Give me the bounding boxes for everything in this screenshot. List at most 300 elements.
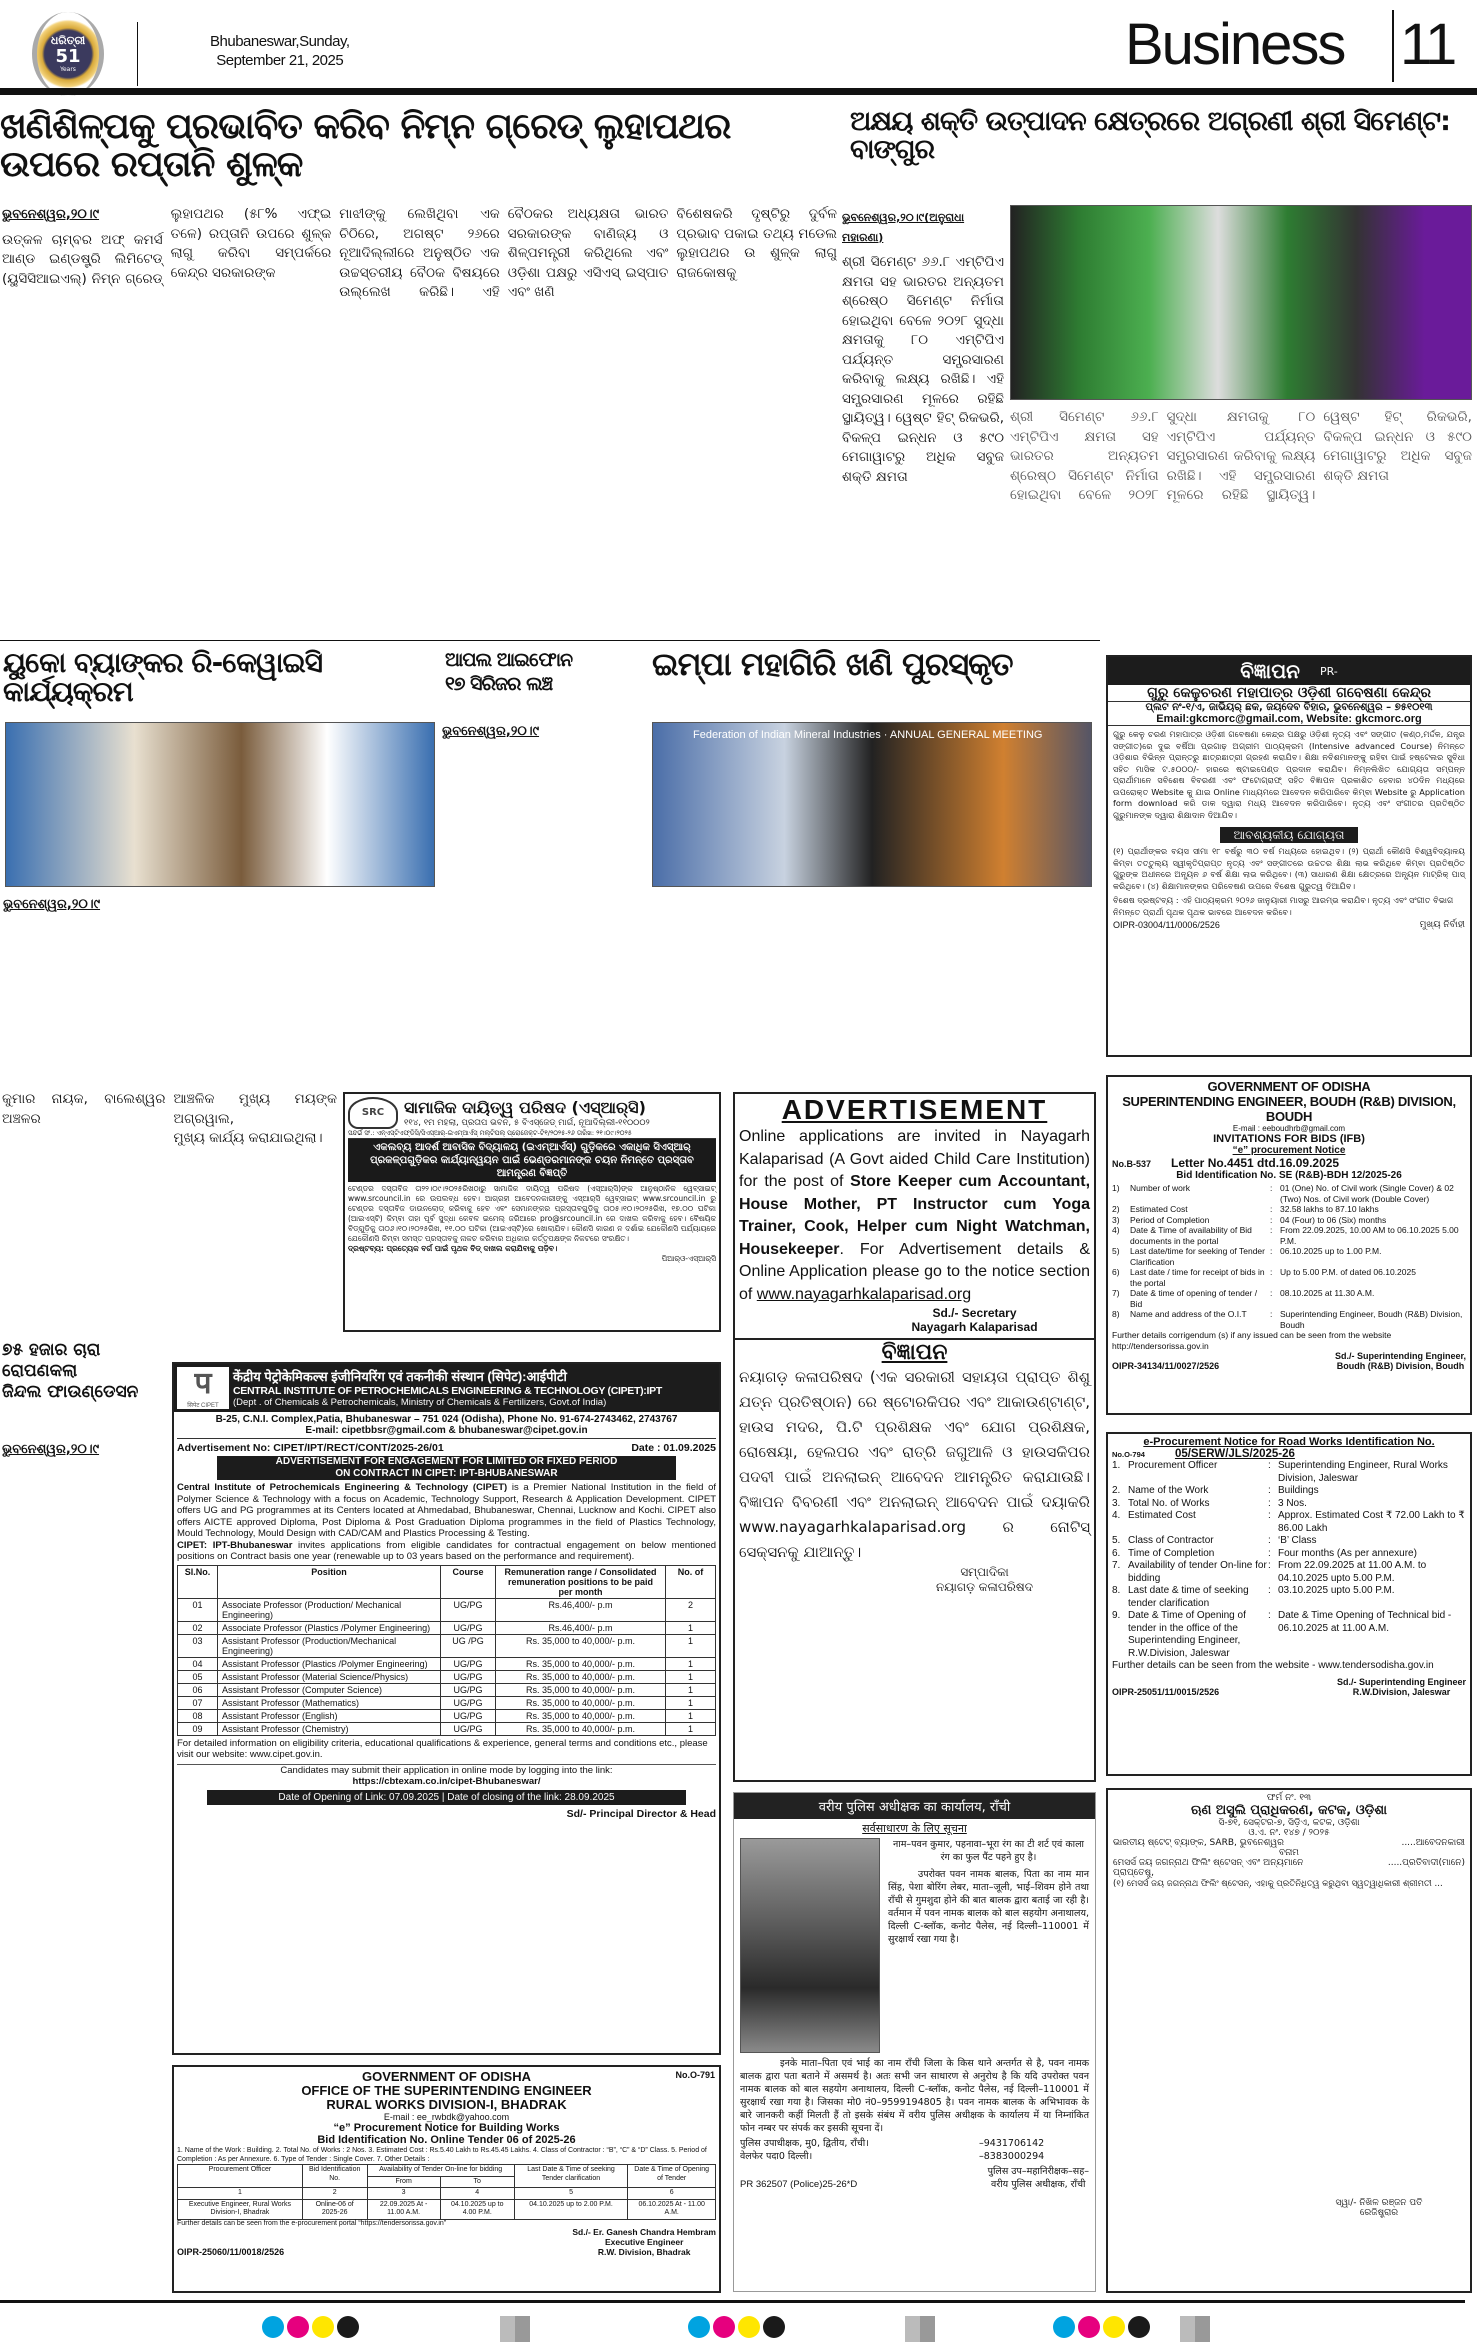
qualification-title: ଆବଶ୍ୟକୀୟ ଯୋଗ୍ୟତା: [1220, 827, 1359, 843]
item-field: :: [1270, 1309, 1273, 1319]
sign: Boudh (R&B) Division, Boudh: [1336, 1361, 1465, 1371]
sign: ରେଜିଷ୍ଟ୍ରାର: [1359, 2208, 1399, 2218]
cell: UG/PG: [441, 1657, 496, 1670]
cell: 09: [178, 1722, 218, 1735]
further: Further details corrigendum (s) if any issued can be seen from the website http://tendersorissa.gov.in: [1112, 1330, 1392, 1351]
registration-marks-2: [688, 2316, 788, 2342]
item-field: Estimated Cost: [1128, 1510, 1196, 1521]
story2-photo: [1010, 205, 1472, 400]
item-field: Last date & time of seeking tender clarification: [1128, 1585, 1249, 1609]
notice: “e” procurement Notice: [1232, 1145, 1346, 1156]
cell: Assistant Professor (Mathematics): [218, 1696, 441, 1709]
further: Further details can be seen from the e-procurement portal “https://tendersorissa.gov.in”: [177, 2219, 447, 2227]
cell: 2: [302, 2188, 367, 2200]
ad-banner: ବିଜ୍ଞାପନ: [1240, 659, 1300, 683]
item-field: :: [1270, 1246, 1273, 1256]
dateline: [210, 32, 350, 70]
story1-headline: ଖଣିଶିଳ୍ପକୁ ପ୍ରଭାବିତ କରିବ ନିମ୍ନ ଗ୍ରେଡ୍ ଲୁହାପଥର ଉପରେ ରପ୍ତାନି ଶୁଳ୍କ: [0, 106, 731, 185]
cipet-details: For detailed information on eligibility criteria, educational qualifications & experience, general terms and conditions etc., please visit our website: www.cipet.gov.in.: [177, 1737, 708, 1760]
item-field: Up to 5.00 P.M. of dated 06.10.2025: [1280, 1267, 1416, 1277]
cell: 06: [178, 1683, 218, 1696]
logo-text: ଧରିତ୍ରୀ: [50, 34, 86, 47]
cell: 4: [440, 2188, 514, 2200]
ad-subtitle: सर्वसाधारण के लिए सूचना: [862, 1822, 967, 1835]
cell: 5: [514, 2188, 628, 2200]
cell: Rs.46,400/- p.m: [496, 1598, 666, 1621]
cipet-email: E-mail: cipetbbsr@gmail.com & bhubaneswar@cipet.gov.in: [305, 1425, 588, 1436]
item-field: Date & Time Opening of Technical bid - 06.10.2025 at 11.00 A.M.: [1278, 1610, 1452, 1634]
cell: 04.10.2025 up to 2.00 P.M.: [514, 2199, 628, 2219]
cell: To: [440, 2176, 514, 2188]
headline-line: ୭୫ ହଜାର ଚାରା ରୋପଣକଲା: [2, 1340, 101, 1381]
headline-line: ୧୭ ସିରିଜର ଲଞ୍ଚ: [445, 673, 553, 695]
ifb: INVITATIONS FOR BIDS (IFB): [1213, 1133, 1365, 1145]
story4-body: [442, 722, 642, 887]
cell: Executive Engineer, Rural Works Division-I, Bhadrak: [178, 2199, 303, 2219]
ad-text: . For Advertisement details & Online Application please go to the notice section of: [739, 1240, 1090, 1303]
paragraph: ମାଝୀଙ୍କୁ ଲେଖିଥିବା ଏକ ଚିଠିରେ, ଅଗଷ୍ଟ ୨୬ରେ ନୂଆଦିଲ୍ଲୀରେ ଅନୁଷ୍ଠିତ ଏକ ଉଚ୍ଚସ୍ତରୀୟ ବୈଠକ ବିଷୟରେ ଉଲ୍ଲେଖ କରିଛି। ଏହି ବୈଠକର ଅଧ୍ୟକ୍ଷତା ଭାରତ ସରକାରଙ୍କ ବାଣିଜ୍ୟ ଓ ଶିଳ୍ପମନ୍ତ୍ରୀ କରିଥିଲେ ଏବଂ ଓଡ଼ିଶା ପକ୍ଷରୁ ଏସିଏସ୍ ଇସ୍ପାତ ଏବଂ ଖଣି: [339, 206, 669, 300]
item-field: Procurement Officer: [1128, 1460, 1218, 1471]
ad-title: ଗୁରୁ କେଳୁଚରଣ ମହାପାତ୍ର ଓଡ଼ିଶୀ ଗବେଷଣା କେନ୍ଦ୍ର: [1108, 685, 1470, 702]
contact-name: वेलफेर पदा0 दिल्ली।: [740, 2151, 813, 2162]
item-field: Class of Contractor: [1128, 1535, 1214, 1546]
cell: 03: [178, 1634, 218, 1657]
item-field: 01 (One) No. of Civil work (Single Cover) & 02 (Two) Nos. of Civil work (Double Cover): [1280, 1183, 1454, 1204]
item-field: :: [1270, 1183, 1273, 1193]
story1-dateline: ଭୁବନେଶ୍ୱର,୨୦।୯: [2, 207, 100, 222]
src-body: ଟେଣ୍ଡର ଦସ୍ତାବିଜ ତା୨୨।୦୯।୨୦୨୫ରିଖଠାରୁ ସାମାଜିକ ଦାୟିତ୍ୱ ପରିଷଦ (ଏସ୍ଆର୍‌ସି)ଙ୍କ ଆନୁଷ୍ଠାନିକ ୱେବ୍‌ସାଇଟ୍ www.srcouncil.in ରେ ଉପଲବ୍ଧ ହେବ। ଆଗ୍ରହୀ ଆବେଦନକାରୀଙ୍କୁ ଏସ୍ଆର୍‌ସି ୱେବ୍‌ସାଇଟ୍ www.srcouncil.in ରୁ ଟେଣ୍ଡର ଦସ୍ତାବିଜ ଡାଉନଲୋଡ୍ କରିବାକୁ ହେବ ଏବଂ ସେମାନଙ୍କର ପ୍ରସ୍ତାବଗୁଡ଼ିକୁ ତା୦୫।୧୦।୨୦୨୫ରିଖ, ୧୭.୦୦ ଘଟିକା (ଆଇଏସ୍‌ଟି) କିମ୍ବା ତାହା ପୂର୍ବ ସୁଦ୍ଧା କେବଳ ଇମେଲ୍ ଜରିଆରେ pro@srcouncil.in ରେ ଦାଖଲ କରିବାକୁ ହେବ। ବୈଷୟିକ ବିଡ୍‌ଗୁଡ଼ିକୁ ତା୦୬।୧୦।୨୦୨୫ରିଖ, ୧୧.୦୦ ଘଟିକା (ଆଇଏସ୍‌ଟି)ରେ ଖୋଲାଯିବ। କୌଣସି କାରଣ ନ ଦର୍ଶାଇ ଯେକୌଣସି ପର୍ଯ୍ୟାୟରେ ଯେକୌଣସି କିମ୍ବା ସମସ୍ତ ପ୍ରସ୍ତାବକୁ ନାକଚ କରିବାର ଅଧିକାର କର୍ତ୍ତୃପକ୍ଷଙ୍କ ନିକଟରେ ସଂରକ୍ଷିତ।: [348, 1184, 716, 1243]
cell: 1: [666, 1657, 716, 1670]
cipet-title: CENTRAL INSTITUTE OF PETROCHEMICALS ENGINEERING & TECHNOLOGY (CIPET):IPT: [233, 1385, 662, 1397]
cell: Rs. 35,000 to 40,000/- p.m.: [496, 1670, 666, 1683]
notice-title: “e” Procurement Notice for Building Works: [333, 2122, 560, 2134]
cell: Rs. 35,000 to 40,000/- p.m.: [496, 1696, 666, 1709]
sign: Sd./- Secretary: [932, 1306, 1017, 1320]
story6-lead: [2, 1090, 337, 1330]
item-field: Availability of tender On-line for bidding: [1128, 1560, 1267, 1584]
item-field: Superintending Engineer, Boudh (R&B) Division, Boudh: [1280, 1309, 1463, 1330]
item-field: Approx. Estimated Cost ₹ 72.00 Lakh to ₹ 86.00 Lakh: [1278, 1510, 1465, 1534]
item-field: :: [1270, 1204, 1273, 1214]
section-title: Business: [1125, 12, 1345, 77]
gray-mark: [500, 2316, 530, 2342]
item-field: Date & time of opening of tender / Bid: [1130, 1288, 1258, 1309]
bid-id: Bid Identification No. SE (R&B)-BDH 12/2025-26: [1176, 1170, 1402, 1181]
intro-bold: Central Institute of Petrochemicals Engineering & Technology (CIPET): [177, 1482, 508, 1493]
cell: Online-06 of 2025-26: [302, 2199, 367, 2219]
item-field: 2): [1112, 1204, 1120, 1214]
story3-photo: [5, 722, 435, 887]
oipr: OIPR-25051/11/0015/2526: [1112, 1686, 1220, 1697]
cell: 04: [178, 1657, 218, 1670]
item-field: From 22.09.2025 at 11.00 A.M. to 04.10.2025 upto 5.00 P.M.: [1278, 1560, 1427, 1584]
qualifications: (୧) ପ୍ରାର୍ଥୀଙ୍କର ବୟସ ସୀମା ୧୮ ବର୍ଷରୁ ୩୦ ବର୍ଷ ମଧ୍ୟରେ ହୋଇଥିବ। (୨) ପ୍ରାର୍ଥୀ କୌଣସି ବିଶ୍ୱବିଦ୍ୟାଳୟ କିମ୍ବା ତତ୍ତୁଲ୍ୟ ସ୍ୱୀକୃତିପ୍ରାପ୍ତ ନୃତ୍ୟ ଏବଂ ସଙ୍ଗୀତରେ ଉଚ୍ଚତର ଶିକ୍ଷା ଲାଭ କରିଥିବେ କିମ୍ବା ପ୍ରତିଷ୍ଠିତ ଗୁରୁଙ୍କ ଅଧୀନରେ ଅନ୍ୟୂନ ୬ ବର୍ଷ ଶିକ୍ଷା ଲାଭ କରିଥିବେ। (୩) ସାଧାରଣ ଶିକ୍ଷା କ୍ଷେତ୍ରରେ ଅନ୍ୟୂନ ମାଟ୍ରିକ୍ ପାସ୍ କରିଥିବେ। (୪) ଶିକ୍ଷାମାନଙ୍କର ପରିବେଷଣ ଉପରେ ବିଶେଷ ଗୁରୁତ୍ୱ ଦିଆଯିବ।: [1113, 846, 1465, 891]
cell: 06.10.2025 At - 11.00 A.M.: [628, 2199, 716, 2219]
apply-link[interactable]: https://cbtexam.co.in/cipet-Bhubaneswar/: [352, 1775, 541, 1787]
paragraph: ଆଞ୍ଚଳିକ ମୁଖ୍ୟ ମୟଙ୍କ ଅଗ୍ରୱାଲ,: [173, 1091, 337, 1127]
cell: 1: [666, 1709, 716, 1722]
item-field: :: [1268, 1497, 1271, 1509]
cell: UG/PG: [441, 1696, 496, 1709]
cell: Assistant Professor (Chemistry): [218, 1722, 441, 1735]
item-field: 4.: [1112, 1510, 1121, 1521]
cell: 1: [178, 2188, 303, 2200]
item-field: 6): [1112, 1267, 1120, 1277]
cell: UG /PG: [441, 1634, 496, 1657]
item-field: 06.10.2025 up to 1.00 P.M.: [1280, 1246, 1382, 1256]
item-field: 03.10.2025 upto 5.00 P.M.: [1278, 1585, 1395, 1596]
registration-marks-3: [1053, 2316, 1153, 2342]
item-field: 5): [1112, 1246, 1120, 1256]
masthead-logo: [32, 12, 104, 96]
cell: Date & Time of Opening of Tender: [628, 2165, 716, 2188]
pr-label: PR-: [1319, 664, 1338, 678]
cell: 1: [666, 1683, 716, 1696]
item-field: Estimated Cost: [1130, 1204, 1188, 1214]
boudh-tender-ad: [1106, 1075, 1472, 1415]
position-row: [178, 1722, 716, 1735]
item-field: Date & Time of availability of Bid documents in the portal: [1130, 1225, 1252, 1246]
banner-line: ADVERTISEMENT FOR ENGAGEMENT FOR LIMITED OR FIXED PERIOD: [275, 1456, 618, 1467]
story6-body: [2, 1440, 167, 2330]
paragraph: उपरोक्त पवन नामक बालक, पिता का नाम मान सिंह, पेशा बोरिंग लेबर, माता–जूली, भाई–शिवम होने तथा राँची से गुमशुदा होने की बात बालक द्वारा बताई जा रही है। वर्तमान में पवन नामक बालक को बाल सहयोग अनाथालय, दिल्ली C-ब्लॉक, कनोट पैलेस, नई दिल्ली–110001 में सुरक्षार्थ रखा गया है।: [888, 1869, 1089, 1945]
item-field: 3): [1112, 1214, 1120, 1225]
cell: 1: [666, 1634, 716, 1657]
item-field: 5.: [1112, 1535, 1121, 1546]
sign: Executive Engineer: [604, 2236, 684, 2247]
ranchi-police-ad: [733, 1792, 1096, 2292]
headline-line: ଜିନ୍ଦଲ ଫାଉଣ୍ଡେସନ: [2, 1382, 139, 1402]
cell: Availability of Tender On-line for bidding: [367, 2165, 514, 2177]
cell: Last Date & Time of seeking Tender clarification: [514, 2165, 628, 2188]
oa-no: ଓ.ଏ. ନଂ. ୧୪୭ / ୨୦୨୫: [1248, 1828, 1330, 1838]
src-address: ୧୧୪, ୧ମ ମହଲା, ପ୍ରତାପ ଭବନ, ୫ ବିଏସ୍‌ଜେଡ୍ ମାର୍ଗ, ନୂଆଦିଲ୍ଲୀ-୧୧୦୦୦୨: [404, 1118, 650, 1128]
logo-caption: सिपेट CIPET: [187, 1403, 219, 1409]
column-header: Sl.No.: [178, 1565, 218, 1598]
cell: 1: [666, 1696, 716, 1709]
place-day: Bhubaneswar,Sunday,: [210, 33, 350, 50]
contact-number: –8383000294: [979, 2151, 1045, 2162]
cell: UG/PG: [441, 1598, 496, 1621]
item-field: From 22.09.2025, 10.00 AM to 06.10.2025 5.00 P.M.: [1280, 1225, 1459, 1246]
sign: Sd./- Superintending Engineer: [1336, 1676, 1466, 1687]
story2-dateline: ଭୁବନେଶ୍ୱର,୨୦।୯(ଅନୁରାଧା ମହାରଣା): [842, 211, 965, 244]
tender-table: [177, 2164, 716, 2220]
item-field: 3.: [1112, 1497, 1121, 1509]
item-field: 7.: [1112, 1560, 1121, 1571]
bhadrak-tender-ad: [172, 2065, 721, 2293]
tribunal-title: ଋଣ ଅସୁଲି ପ୍ରାଧିକରଣ, କଟକ, ଓଡ଼ିଶା: [1191, 1803, 1387, 1818]
cell: 1: [666, 1670, 716, 1683]
cell: 1: [666, 1722, 716, 1735]
further: Further details can be seen from the website - www.tendersodisha.gov.in: [1112, 1660, 1434, 1671]
story2-body: [842, 208, 1004, 640]
position-row: [178, 1696, 716, 1709]
letter-no: Letter No.4451 dtd.16.09.2025: [1171, 1156, 1340, 1170]
item-field: 8): [1112, 1309, 1120, 1319]
src-sign: ପିଆର୍‌ଓ-ଏସ୍ଆର୍‌ସି: [661, 1254, 716, 1263]
adv-no: Advertisement No: CIPET/IPT/RECT/CONT/2025-26/01: [177, 1442, 444, 1454]
respondent: ମେସର୍ସ ଜୟ ଜଗନ୍ନାଥ ଫିଲିଂ ଷ୍ଟେସନ୍ ଏବଂ ଅନ୍ୟମାନେ: [1113, 1858, 1304, 1868]
opening-date: Date of Opening of Link: 07.09.2025: [278, 1791, 440, 1803]
cell: Bid Identification No.: [302, 2165, 367, 2188]
email: E-mail : ee_rwbdk@yahoo.com: [383, 2112, 510, 2122]
item-field: :: [1270, 1214, 1273, 1225]
respondent-role: .....ପ୍ରତିବାଦୀ(ମାନେ): [1387, 1858, 1465, 1868]
ad-title: ADVERTISEMENT: [781, 1094, 1048, 1125]
summary: 1. Name of the Work : Building. 2. Total No. of Works : 2 Nos. 3. Estimated Cost : Rs.5.40 Lakh to Rs.45.45 Lakhs. 4. Class of Contractor : “B”, “C” & “D” Class. 5. Period of Completion : As per Annexure. 6. Type of Tender : Single Cover. 7. Other Details :: [177, 2147, 707, 2163]
issue-date: September 21, 2025: [216, 52, 344, 69]
cell: UG/PG: [441, 1683, 496, 1696]
cell: UG/PG: [441, 1621, 496, 1634]
invite: invites applications from eligible candidates for contractual engagement on below mentioned positions on Contract basis one year (renewable up to 03 years based on the performance and requirement).: [177, 1539, 716, 1562]
header-line: GOVERNMENT OF ODISHA: [361, 2069, 531, 2084]
item-field: Period of Completion: [1130, 1214, 1210, 1225]
cipet-logo: [177, 1367, 229, 1409]
notice-body: (୧) ମେସର୍ସ ଜୟ ଜଗନ୍ନାଥ ଫିଲିଂ ଷ୍ଟେସନ୍, ଏହାକୁ ପ୍ରତିନିଧିତ୍ୱ କରୁଥିବା ସ୍ୱତ୍ୱାଧିକାରୀ ଶ୍ରୀମତୀ ...: [1113, 1879, 1443, 1889]
cell: Assistant Professor (Material Science/Physics): [218, 1670, 441, 1683]
section-divider: [1392, 10, 1394, 82]
versus: ବନାମ: [1278, 1848, 1300, 1858]
story4-dateline: ଭୁବନେଶ୍ୱର,୨୦।୯: [442, 724, 540, 739]
cell: Rs. 35,000 to 40,000/- p.m.: [496, 1634, 666, 1657]
paragraph: ମୁଖ୍ୟ କାର୍ଯ୍ୟ କରାଯାଇଥିଲା।: [173, 1130, 323, 1146]
intro: is a Premier National Institution in the field of Polymer Science & Technology with a focus on Academic, Technology Support, Research & Application Development. CIPET offers UG and PG programmes at its Centers located at Ahmedabad, Bhubaneswar, Chennai, Lucknow and Kochi. CIPET also offers AICTE approved Diploma, Post Diploma & Post Graduation Diploma programmes in the field of Plastics Technology, Mould Technology, Mould Design with CAD/CAM and Plastics Processing & Testing.: [177, 1482, 716, 1539]
ad-address: ପ୍ଲଟ ନଂ-୧/ଏ, ଜାଭିୟର୍ ଛକ, ଜୟଦେବ ବିହାର, ଭୁବନେଶ୍ୱର – ୭୫୧୦୧୩: [1145, 702, 1433, 713]
logo-years: 51: [55, 46, 81, 67]
src-ref: ସନ୍ଦର୍ଭ ସଂ.: ଏନ୍ଏସ୍‌ଟିଏଫ୍‌ଡିସି/ସିଏସ୍ଆର୍-ଇଏମ୍ଆର୍ଏସ୍ ମଲ୍ଟିପଲ୍ ପ୍ରୋଜେକ୍ଟ-ଟି୧/୨୦୨୫-୨୬ ତାରିଖ: ୨୧।୦୯।୨୦୨୫: [348, 1129, 716, 1139]
notice-no: No.O-791: [675, 2070, 715, 2080]
header-line: RURAL WORKS DIVISION-I, BHADRAK: [326, 2097, 567, 2112]
cell: Assistant Professor (Plastics /Polymer Engineering): [218, 1657, 441, 1670]
position-row: [178, 1670, 716, 1683]
story3-dateline: ଭୁବନେଶ୍ୱର,୨୦।୯: [3, 897, 101, 912]
item-field: Last date/time for seeking of Tender Clarification: [1130, 1246, 1265, 1267]
sign: ସ୍ୱା/- ନିଖିଳ ରଞ୍ଜନ ପତି: [1335, 2198, 1423, 2208]
page-number: 11: [1400, 12, 1455, 77]
sign: R.W.Division, Jaleswar: [1352, 1686, 1451, 1697]
invite-bold: CIPET: IPT-Bhubaneswar: [177, 1539, 293, 1551]
position-row: [178, 1709, 716, 1722]
cell: Assistant Professor (Computer Science): [218, 1683, 441, 1696]
gray-mark-3: [1180, 2316, 1210, 2342]
odia-body: ନୟାଗଡ଼ କଳାପରିଷଦ (ଏକ ସରକାରୀ ସହାୟତା ପ୍ରାପ୍ତ ଶିଶୁ ଯତ୍ନ ପ୍ରତିଷ୍ଠାନ) ରେ ଷ୍ଟୋରକିପର ଏବଂ ଆକାଉଣ୍ଟାଣ୍ଟ, ହାଉସ ମଦର, ପି.ଟି ପ୍ରଶିକ୍ଷକ ଏବଂ ଯୋଗ ପ୍ରଶିକ୍ଷକ, ରୋଷେୟା, ହେଲପର ଏବଂ ରାତ୍ରି ଜଗୁଆଳି ଓ ହାଉସକିପର ପଦବୀ ପାଇଁ ଅନଲାଇନ୍ ଆବେଦନ ଆମନ୍ତ୍ରିତ କରାଯାଉଛି। ବିଜ୍ଞାପନ ବିବରଣୀ ଏବଂ ଅନଲାଇନ୍ ଆବେଦନ ପାଇଁ ଦୟାକରି www.nayagarhkalaparisad.org ର ନୋଟିସ୍ ସେକ୍ସନକୁ ଯାଆନ୍ତୁ।: [739, 1368, 1090, 1561]
ad-body: ଗୁରୁ କେଳୁ ଚରଣ ମହାପାତ୍ର ଓଡ଼ିଶୀ ଗବେଷଣା କେନ୍ଦ୍ର ପକ୍ଷରୁ ଓଡ଼ିଶୀ ନୃତ୍ୟ ଏବଂ ସଙ୍ଗୀତ (କଣ୍ଠ,ମର୍ଦ୍ଦଳ, ଯନ୍ତ୍ର ସଙ୍ଗୀତ)ରେ ଦୁଇ ବର୍ଷିଆ ପ୍ରଗାଢ଼ ଅଗ୍ରୀମ ପାଠ୍ୟକ୍ରମ (Intensive advanced Course) ନିମନ୍ତେ ଓଡ଼ିଶାର ବିଭିନ୍ନ ପ୍ରାନ୍ତରୁ ଛାତ୍ରଛାତ୍ରୀ ଗ୍ରହଣ କରାଯିବ। ଶିକ୍ଷା ନବିଶମାନଙ୍କୁ ରହିବା ପାଇଁ ହଷ୍ଟେଲର ସୁବିଧା ସହିତ ମାସିକ ଟ.୫୦୦୦/- ହାରରେ ଷ୍ଟାଇପେଣ୍ଡ ପ୍ରଦାନ କରାଯିବ। ନିମ୍ନଲିଖିତ ଯୋଗ୍ୟତା ସମ୍ପନ୍ନ ପ୍ରାର୍ଥୀମାନେ ସବିଶେଷ ବିବରଣୀ ଏବଂ ଫଟୋଗ୍ରାଫ୍ ସହିତ ବିଜ୍ଞାପନ ପ୍ରକାଶିତ ହେବାର ୪୦ଦିନ ମଧ୍ୟରେ ଉପରୋକ୍ତ Website କୁ ଯାଇ Online ମାଧ୍ୟମରେ ଆବେଦନ କରିପାରିବେ କିମ୍ବା Website ରୁ Application form download କରି ଡାକ ଦ୍ୱାରା ମଧ୍ୟ ଆବେଦନ କରିପାରିବେ। ନୃତ୍ୟ ଏବଂ ସଂଗୀତର ପ୍ରତିଷ୍ଠିତ ଗୁରୁମାନଙ୍କ ଦ୍ୱାରା ଶିକ୍ଷାଦାନ ଦିଆଯିବ।: [1113, 729, 1465, 820]
sign: ସମ୍ପାଦିକା: [960, 1565, 1009, 1579]
cipet-dept: (Dept . of Chemicals & Petrochemicals, Ministry of Chemicals & Fertilizers, Govt.of India): [233, 1397, 607, 1408]
header-line: OFFICE OF THE SUPERINTENDING ENGINEER: [301, 2083, 592, 2098]
item-field: :: [1268, 1535, 1271, 1546]
paragraph: ଶ୍ରୀ ସିମେଣ୍ଟ ୬୬.୮ ଏମ୍‌ଟିପିଏ କ୍ଷମତା ସହ ଭାରତର ଅନ୍ୟତମ ଶ୍ରେଷ୍ଠ ସିମେଣ୍ଟ ନିର୍ମାତା ହୋଇଥିବା ବେଳେ ୨୦୨୮ ସୁଦ୍ଧା କ୍ଷମତାକୁ ୮୦ ଏମ୍‌ଟିପିଏ ପର୍ଯ୍ୟନ୍ତ ସମ୍ପ୍ରସାରଣ କରିବାକୁ ଲକ୍ଷ୍ୟ ରଖିଛି। ଏହି ସମ୍ପ୍ରସାରଣ ମୂଳରେ ରହିଛି ସ୍ଥାୟିତ୍ୱ। ୱେଷ୍ଟ ହିଟ୍ ରିକଭରି, ବିକଳ୍ପ ଇନ୍ଧନ ଓ ୫୯୦ ମେଗାୱାଟରୁ ଅଧିକ ସବୁଜ ଶକ୍ତି କ୍ଷମତା: [1010, 409, 1472, 503]
item-field: Superintending Engineer, Rural Works Division, Jaleswar: [1278, 1460, 1448, 1484]
cell: Rs.46,400/- p.m: [496, 1621, 666, 1634]
position-row: [178, 1598, 716, 1621]
contact-number: –9431706142: [979, 2138, 1045, 2149]
story6-headline: [2, 1340, 168, 1403]
item-field: 6.: [1112, 1547, 1121, 1559]
notice-no: No.O-794: [1112, 1450, 1145, 1459]
item-field: Name and address of the O.I.T: [1130, 1309, 1247, 1319]
cell: Rs. 35,000 to 40,000/- p.m.: [496, 1657, 666, 1670]
cipet-ad: प सिपेट CIPET केंद्रीय पेट्रोकेमिकल्स इंजीनियरिंग एवं तकनीकी संस्थान (सिपेट):आईपीटी CENTRAL INSTITUTE OF PETROCHEMICALS ENGINEERING & TECHNOLOGY (CIPET):IPT (Dept . of Chemicals & Petrochemicals, Ministry of Chemicals & Fertilizers, Govt.of India) B-25, C.N.I. Complex,Patia, Bhubaneswar – 751 024 (Odisha), Phone No. 91-674-2743462, 2743767 E-mail: cipetbbsr@gmail.com & bhubaneswar@cipet.gov.in Advertisement No: CIPET/IPT/RECT/CONT/2025-26/01 Date : 01.09.2025 ADVERTISEMENT FOR ENGAGEMENT FOR LIMITED OR FIXED PERIOD ON CONTRACT IN CIPET: IPT-BHUBANESWAR Central Institute of Petrochemicals Engineering & Technology (CIPET) is a Premier National Institution in the field of Polymer Science & Technology with a focus on Academic, Technology Support, Research & Application Development. CIPET offers UG and PG programmes at its Centers located at Ahmedabad, Bhubaneswar, Chennai, Lucknow and Kochi. CIPET also offers AICTE approved Diploma, Post Diploma & Post Graduation Diploma programmes in the field of Plastics Technology, Mould Technology, Mould Design with CAD/CAM and Plastics Processing & Testing. CIPET: IPT-Bhubaneswar invites applications from eligible candidates for contractual engagement on below mentioned positions on Contract basis one year (renewable up to 03 years based on the performance and requirement). Sl.No. Position Course Remuneration range / Consolidated remuneration positions to be paid per month No. of 01 Associate Professor (Production/ Mechanical Engineering) UG/PG Rs.46,400/- p.m 2 02 Associate Professor (Plastics /Polymer Engineering) UG/PG Rs.46,400/- p.m 1 03 Assistant Professor (Production/Mechanical Engineering) UG /PG Rs. 35,000 to 40,000/- p.m. 1 04 Assistant Professor (Plastics /Polymer Engineering) UG/PG Rs. 35,000 to 40,000/- p.m. 1 05 Assistant Professor (Material Science/Physics) UG/PG Rs. 35,000 to 40,000/- p.m. 1 06 Assistant Professor (Computer Science) UG/PG Rs. 35,000 to 40,000/- p.m. 1 07 Assistant Professor (Mathematics) UG/PG Rs. 35,000 to 40,000/- p.m. 1 08 Assistant Professor (English) UG/PG Rs. 35,000 to 40,000/- p.m. 1 09 Assistant Professor (Chemistry) UG/PG Rs. 35,000 to 40,000/- p.m. 1 For detailed information on eligibility criteria, educational qualifications & experience, general terms and conditions etc., please visit our website: www.cipet.gov.in. Candidates may submit their application in online mode by logging into the link: https://cbtexam.co.in/cipet-Bhubaneswar/ Date of Opening of Link: 07.09.2025 | Date of closing of the link: 28.09.2025 Sd/- Principal Director & Head: [172, 1362, 721, 2055]
closing-date: Date of closing of the link: 28.09.2025: [447, 1791, 615, 1803]
ad-contact: Email:gkcmorc@gmail.com, Website: gkcmorc.org: [1108, 713, 1470, 726]
sign: Sd./- Superintending Engineer,: [1334, 1351, 1466, 1361]
item-field: :: [1268, 1547, 1271, 1559]
cell: Associate Professor (Production/ Mechanical Engineering): [218, 1598, 441, 1621]
child-description: नाम–पवन कुमार, पहनावा–भूरा रंग का टी शर्ट एवं काला रंग का फुल पैंट पहने हुए है।: [893, 1839, 1084, 1863]
story5-headline: ଇମ୍ପା ମହାଗିରି ଖଣି ପୁରସ୍କୃତ: [652, 645, 1013, 683]
posts: Store Keeper cum Accountant, House Mother, PT Instructor cum Yoga Trainer, Cook, Helper cum Night Watchman, Housekeeper: [739, 1173, 1091, 1258]
paragraph: ବିଶେଷକରି ଦୃଷ୍ଟିରୁ ଦୁର୍ବଳ ପ୍ରଭାବ ପକାଇ ତଥ୍ୟ ମଡେଲ ଲୁହାପଥର ଉ ଶୁଳ୍କ ଲାଗୁ ରାଜକୋଷକୁ: [676, 206, 837, 281]
sign: ମୁଖ୍ୟ ନିର୍ବାହୀ: [1419, 920, 1465, 930]
email: E-mail : eeboudhrb@gmail.com: [1232, 1124, 1346, 1133]
item-field: Time of Completion: [1128, 1547, 1215, 1559]
item-field: 32.58 lakhs to 87.10 lakhs: [1280, 1204, 1379, 1214]
sign: ନୟାଗଡ଼ କଳାପରିଷଦ: [935, 1580, 1034, 1594]
identification-no: 05/SERW/JLS/2025-26: [1174, 1448, 1295, 1460]
position-row: [178, 1657, 716, 1670]
item-field: :: [1268, 1510, 1271, 1521]
cell: UG/PG: [441, 1709, 496, 1722]
cell: UG/PG: [441, 1670, 496, 1683]
paragraph: କୁମାର ନାୟକ, ବାଲେଶ୍ୱର ଅଞ୍ଚଳର: [2, 1091, 166, 1127]
position-row: [178, 1621, 716, 1634]
cell: 07: [178, 1696, 218, 1709]
pr-number: PR 362507 (Police)25-26*D: [740, 2179, 858, 2190]
guru-kelucharan-ad: [1106, 655, 1472, 1057]
header-line: SUPERINTENDING ENGINEER, BOUDH (R&B) DIVISION, BOUDH: [1122, 1094, 1456, 1124]
photo-banner: Federation of Indian Mineral Industries · ANNUAL GENERAL MEETING: [693, 729, 1043, 741]
sign: पुलिस उप–महानिरीक्षक–सह–: [987, 2166, 1089, 2177]
column-header: Position: [218, 1565, 441, 1598]
oipr: OIPR-25060/11/0018/2526: [177, 2246, 285, 2257]
positions-table: [177, 1565, 716, 1736]
contact-name: पुलिस उपाधीक्षक, मु0, द्वितीय, राँची।: [740, 2138, 869, 2149]
item-field: :: [1270, 1225, 1273, 1235]
tribunal-address: ସି-୭୧, ସେକ୍ଟର-୭, ସିଡ଼ିଏ, କଟକ, ଓଡ଼ିଶା: [1218, 1818, 1360, 1828]
item-field: :: [1268, 1460, 1271, 1471]
item-field: :: [1268, 1560, 1271, 1571]
sign: वरीय पुलिस अधीक्षक, राँची: [991, 2179, 1086, 2190]
cell: From: [367, 2176, 440, 2188]
item-field: :: [1268, 1610, 1271, 1621]
sign: Nayagarh Kalaparisad: [911, 1320, 1038, 1334]
story3-headline: ୟୁକୋ ବ୍ୟାଙ୍କର ରି-କେୱାଇସି କାର୍ଯ୍ୟକ୍ରମ: [3, 646, 323, 709]
footer-rule: [0, 2300, 1465, 2303]
item-field: :: [1268, 1485, 1271, 1496]
cell: 04.10.2025 up to 4.00 P.M.: [440, 2199, 514, 2219]
story2-body-cont: [1010, 408, 1472, 640]
story4-headline: [445, 648, 640, 696]
position-row: [178, 1634, 716, 1657]
column-header: Remuneration range / Consolidated remuneration positions to be paid per month: [496, 1565, 666, 1598]
src-note: ଦ୍ରଷ୍ଟବ୍ୟ: ପ୍ରତ୍ୟେକ ବର୍ଗ ପାଇଁ ପୃଥକ ବିଡ୍ ଦାଖଲ କରାଯିବାକୁ ପଡ଼ିବ।: [348, 1244, 558, 1253]
item-field: ‘B’ Class: [1278, 1535, 1317, 1546]
nayagarh-ad: [733, 1092, 1096, 1782]
apply-text: Candidates may submit their application in online mode by logging into the link:: [280, 1764, 613, 1776]
paragraph: ଉତ୍କଳ ଚାମ୍ବର ଅଫ୍ କମର୍ସ ଆଣ୍ଡ ଇଣ୍ଡଷ୍ଟ୍ରି ଲିମିଟେଡ୍ (ୟୁସିସିଆଇଏଲ୍) ନିମ୍ନ ଗ୍ରେଡ୍ ଲୁହାପଥର (୫୮% ଏଫ୍‌ଇ ତଳେ) ରପ୍ତାନି ଉପରେ ଶୁଳ୍କ ଲାଗୁ କରିବା ସମ୍ପର୍କରେ କେନ୍ଦ୍ର ସରକାରଙ୍କ: [2, 206, 332, 287]
note: ବିଶେଷ ଦ୍ରଷ୍ଟବ୍ୟ : ଏହି ପାଠ୍ୟକ୍ରମ ୨୦୨୬ ଜାନୁୟାରୀ ମାସରୁ ଆରମ୍ଭ କରାଯିବ। ନୃତ୍ୟ ଏବଂ ସଂଗୀତ ବିଭାଗ ନିମନ୍ତେ ପ୍ରାର୍ଥୀ ପୃଥକ ପୃଥକ ଭାବରେ ଆବେଦନ କରିବେ।: [1113, 895, 1454, 917]
adv-date: Date : 01.09.2025: [631, 1442, 716, 1454]
item-field: 3 Nos.: [1278, 1497, 1307, 1509]
cell: Rs. 35,000 to 40,000/- p.m.: [496, 1683, 666, 1696]
oipr: OIPR-34134/11/0027/2526: [1112, 1361, 1220, 1371]
item-field: Total No. of Works: [1128, 1497, 1210, 1509]
item-field: Buildings: [1278, 1485, 1319, 1496]
bid-id: Bid Identification No. Online Tender 06 of 2025-26: [317, 2134, 576, 2146]
cell: Assistant Professor (English): [218, 1709, 441, 1722]
cell: 01: [178, 1598, 218, 1621]
item-field: :: [1270, 1288, 1273, 1298]
cell: Rs. 35,000 to 40,000/- p.m.: [496, 1709, 666, 1722]
headline-line: ଆପଲ ଆଇଫୋନ: [445, 649, 573, 671]
cell: 22.09.2025 At - 11.00 A.M.: [367, 2199, 440, 2219]
form-no: ଫର୍ମ ନଂ. ୧୩: [1266, 1793, 1312, 1803]
sign: R.W. Division, Bhadrak: [597, 2246, 691, 2257]
cell: Assistant Professor (Production/Mechanical Engineering): [218, 1634, 441, 1657]
cell: 2: [666, 1598, 716, 1621]
cell: Rs. 35,000 to 40,000/- p.m.: [496, 1722, 666, 1735]
item-field: 7): [1112, 1288, 1120, 1298]
story5-photo: [652, 722, 1092, 887]
item-field: 1): [1112, 1183, 1120, 1193]
header-line: GOVERNMENT OF ODISHA: [1207, 1079, 1371, 1094]
story1-body: [2, 205, 837, 640]
nayagarh-link[interactable]: www.nayagarhkalaparisad.org: [756, 1285, 972, 1303]
item-field: Four months (As per annexure): [1278, 1547, 1417, 1559]
src-logo: SRC: [348, 1097, 398, 1129]
salutation: ପ୍ରାପ୍ତେଷୁ,: [1113, 1868, 1155, 1878]
notice-no: No.B-537: [1112, 1159, 1152, 1169]
applicant-role: .....ଆବେଦନକାରୀ: [1401, 1838, 1465, 1848]
item-field: 2.: [1112, 1485, 1121, 1496]
banner-line: ON CONTRACT IN CIPET: IPT-BHUBANESWAR: [335, 1468, 558, 1479]
cipet-address: B-25, C.N.I. Complex,Patia, Bhubaneswar – 751 024 (Odisha), Phone No. 91-674-2743462, 2743767: [215, 1414, 678, 1425]
gray-mark-2: [905, 2316, 935, 2342]
cell: 08: [178, 1709, 218, 1722]
item-field: Number of work: [1130, 1183, 1190, 1193]
cell: 3: [367, 2188, 440, 2200]
masthead-rule: [0, 88, 1477, 95]
cipet-sign: Sd/- Principal Director & Head: [566, 1807, 716, 1820]
drt-notice-ad: [1106, 1788, 1472, 2293]
ad-text: Online applications are invited in Nayagarh Kalaparisad (A Govt aided Child Care Institution) for the post of: [739, 1128, 1090, 1190]
cell: 05: [178, 1670, 218, 1683]
item-field: 8.: [1112, 1585, 1121, 1596]
item-field: 9.: [1112, 1610, 1121, 1621]
column-header: No. of: [666, 1565, 716, 1598]
cell: Procurement Officer: [178, 2165, 303, 2188]
registration-marks: [262, 2316, 362, 2342]
src-title: ସାମାଜିକ ଦାୟିତ୍ୱ ପରିଷଦ (ଏସ୍ଆର୍‌ସି): [404, 1098, 646, 1117]
jaleswar-tender-ad: [1106, 1432, 1472, 1776]
story6-dateline: ଭୁବନେଶ୍ୱର,୨୦।୯: [2, 1442, 100, 1457]
cipet-title-hindi: केंद्रीय पेट्रोकेमिकल्स इंजीनियरिंग एवं तकनीकी संस्थान (सिपेट):आईपीटी: [233, 1369, 567, 1384]
item-field: Last date / time for receipt of bids in the portal: [1130, 1267, 1265, 1288]
vertical-rule: [137, 22, 138, 86]
item-field: 04 (Four) to 06 (Six) months: [1280, 1214, 1387, 1225]
odia-title: ବିଜ୍ଞାପନ: [881, 1340, 948, 1365]
section-rule: [0, 640, 1100, 641]
position-row: [178, 1683, 716, 1696]
item-field: Date & Time of Opening of tender in the office of the Superintending Engineer, R.W.Division, Jaleswar: [1128, 1610, 1246, 1659]
item-field: 4): [1112, 1225, 1120, 1235]
column-header: Course: [441, 1565, 496, 1598]
cell: UG/PG: [441, 1722, 496, 1735]
logo-years-label: Years: [60, 66, 76, 73]
story2-headline: ଅକ୍ଷୟ ଶକ୍ତି ଉତ୍ପାଦନ କ୍ଷେତ୍ରରେ ଅଗ୍ରଣୀ ଶ୍ରୀ ସିମେଣ୍ଟ: ବାଙ୍ଗୁର: [850, 106, 1450, 166]
